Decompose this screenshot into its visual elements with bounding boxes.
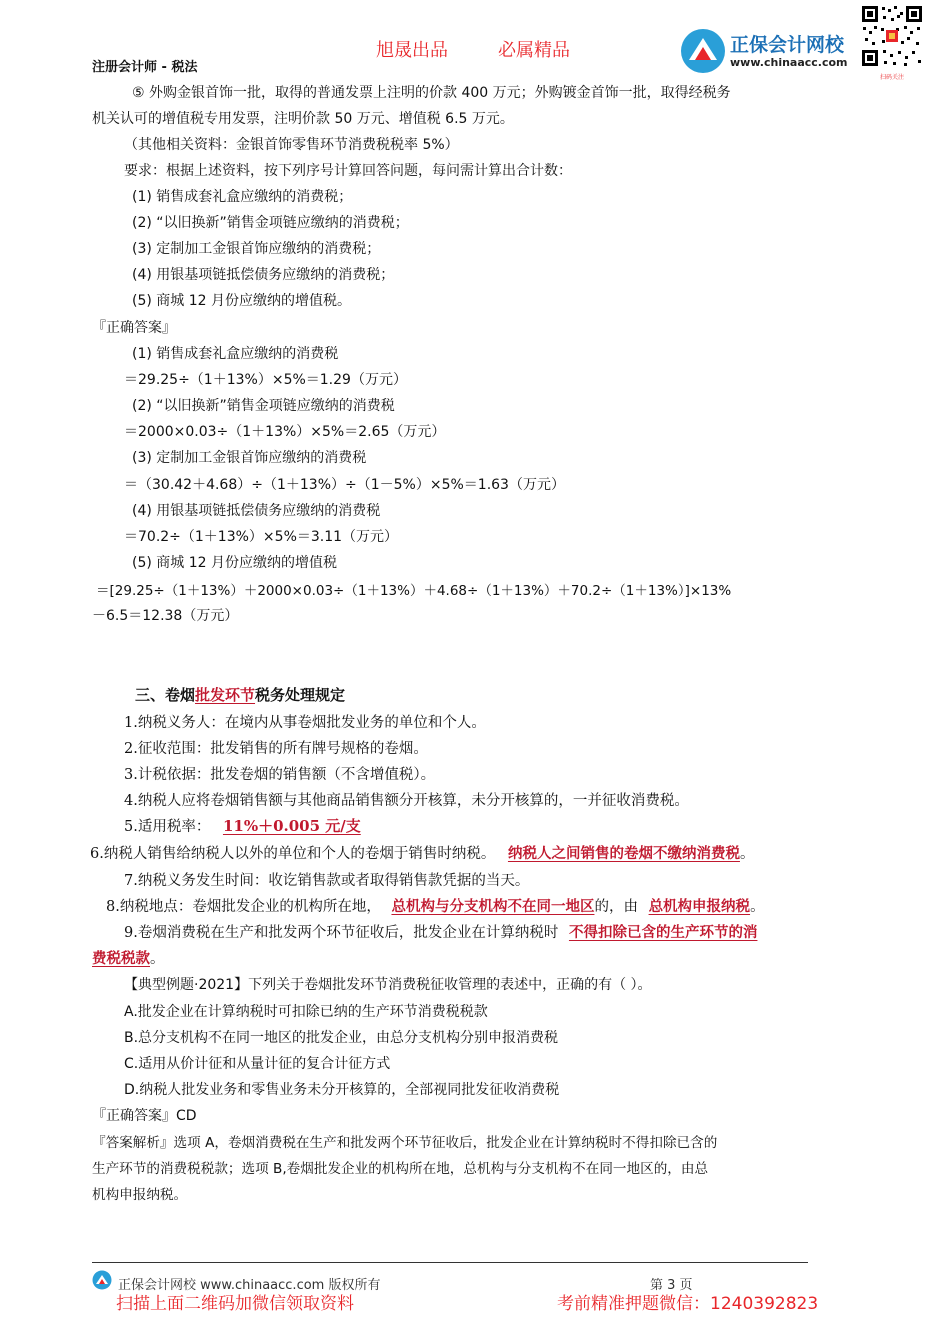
rule-item: 3.计税依据：批发卷烟的销售额（不含增值税）。	[124, 767, 436, 783]
answer-formula: ＝2000×0.03÷（1＋13%）×5%＝2.65（万元）	[124, 424, 446, 440]
example-stem: 【典型例题·2021】下列关于卷烟批发环节消费税征收管理的表述中，正确的有（ ）。	[124, 977, 652, 993]
page-number: 第 3 页	[650, 1278, 693, 1293]
rule-item	[124, 815, 361, 836]
footer-logo	[92, 1270, 112, 1294]
rule-item	[90, 842, 754, 863]
logo-icon	[680, 28, 726, 74]
answer-item: (3) 定制加工金银首饰应缴纳的消费税	[132, 450, 367, 466]
example-analysis: 机构申报纳税。	[92, 1187, 188, 1203]
answer-formula: ＝[29.25÷（1＋13%）＋2000×0.03÷（1＋13%）＋4.68÷（1＋13%）＋70.2÷（1＋13%）]×13%	[96, 583, 732, 599]
rule-highlight: 纳税人之间销售的卷烟不缴纳消费税	[507, 845, 740, 862]
problem-line: 要求：根据上述资料，按下列序号计算回答问题，每问需计算出合计数：	[124, 163, 572, 179]
question-item: (2) “以旧换新”销售金项链应缴纳的消费税；	[132, 215, 409, 231]
qr-code	[860, 4, 924, 86]
rule-item	[106, 895, 765, 916]
answer-formula: ＝29.25÷（1＋13%）×5%＝1.29（万元）	[124, 372, 407, 388]
rule-text: 8.纳税地点：卷烟批发企业的机构所在地，	[106, 899, 381, 915]
logo	[680, 28, 860, 74]
rule-item: 1.纳税义务人：在境内从事卷烟批发业务的单位和个人。	[124, 715, 486, 731]
qr-code-icon	[860, 4, 924, 68]
tax-rate-highlight: 11%＋0.005 元/支	[222, 817, 361, 835]
rule-highlight: 总机构与分支机构不在同一地区	[391, 898, 595, 915]
section-title-suffix: 税务处理规定	[255, 686, 346, 704]
question-item: (1) 销售成套礼盒应缴纳的消费税；	[132, 189, 353, 205]
rule-text: 的，由	[594, 899, 638, 915]
question-item: (3) 定制加工金银首饰应缴纳的消费税；	[132, 241, 381, 257]
problem-line: （其他相关资料：金银首饰零售环节消费税税率 5%）	[124, 137, 459, 153]
question-item: (4) 用银基项链抵偿债务应缴纳的消费税；	[132, 267, 395, 283]
answer-formula: ＝70.2÷（1＋13%）×5%＝3.11（万元）	[124, 529, 399, 545]
rule-text: 。	[150, 951, 165, 967]
rule-text: 5.适用税率：	[124, 819, 211, 835]
example-analysis: 生产环节的消费税税款；选项 B,卷烟批发企业的机构所在地，总机构与分支机构不在同一地区的，由总	[92, 1161, 709, 1177]
problem-line: ⑤ 外购金银首饰一批，取得的普通发票上注明的价款 400 万元；外购镀金首饰一批，取得经税务	[132, 85, 731, 101]
rule-item: 2.征收范围：批发销售的所有牌号规格的卷烟。	[124, 741, 428, 757]
rule-highlight: 不得扣除已含的生产环节的消	[568, 924, 758, 941]
answer-item: (2) “以旧换新”销售金项链应缴纳的消费税	[132, 398, 395, 414]
answer-formula: －6.5＝12.38（万元）	[92, 608, 239, 624]
logo-url: www.chinaacc.com	[730, 56, 848, 69]
section-title-highlight: 批发环节	[195, 686, 256, 704]
answer-formula: ＝（30.42＋4.68）÷（1＋13%）÷（1－5%）×5%＝1.63（万元）	[124, 477, 565, 493]
example-analysis: 『答案解析』选项 A，卷烟消费税在生产和批发两个环节征收后，批发企业在计算纳税时不得扣除已含的	[92, 1135, 718, 1151]
rule-item: 4.纳税人应将卷烟销售额与其他商品销售额分开核算，未分开核算的，一并征收消费税。	[124, 793, 689, 809]
answer-item: (4) 用银基项链抵偿债务应缴纳的消费税	[132, 503, 381, 519]
rule-highlight: 费税税款	[92, 950, 150, 967]
brand-left: 旭晟出品	[376, 40, 448, 61]
rule-highlight: 总机构申报纳税	[648, 898, 751, 915]
question-item: (5) 商城 12 月份应缴纳的增值税。	[132, 293, 351, 309]
example-answer: 『正确答案』CD	[92, 1108, 197, 1124]
answer-item: (5) 商城 12 月份应缴纳的增值税	[132, 555, 337, 571]
brand-right: 必属精品	[498, 40, 570, 61]
answer-label: 『正确答案』	[92, 320, 176, 336]
rule-item: 7.纳税义务发生时间：收讫销售款或者取得销售款凭据的当天。	[124, 873, 530, 889]
rule-text: 9.卷烟消费税在生产和批发两个环节征收后，批发企业在计算纳税时	[124, 925, 559, 941]
option-d: D.纳税人批发业务和零售业务未分开核算的，全部视同批发征收消费税	[124, 1082, 560, 1098]
rule-text: 。	[739, 846, 755, 862]
qr-caption: 扫码关注	[879, 74, 904, 81]
rule-text: 6.纳税人销售给纳税人以外的单位和个人的卷烟于销售时纳税。	[90, 846, 496, 862]
subject-title: 注册会计师 - 税法	[92, 60, 198, 75]
footer-copyright: 正保会计网校 www.chinaacc.com 版权所有	[118, 1278, 381, 1293]
promo-left: 扫描上面二维码加微信领取资料	[116, 1294, 354, 1314]
rule-item	[124, 921, 757, 942]
option-c: C.适用从价计征和从量计征的复合计征方式	[124, 1056, 391, 1072]
footer-logo-icon	[92, 1270, 112, 1290]
footer-divider	[92, 1262, 808, 1263]
promo-right: 考前精准押题微信：1240392823	[557, 1294, 819, 1314]
section-title	[135, 684, 345, 705]
logo-name: 正保会计网校	[730, 34, 845, 56]
option-a: A.批发企业在计算纳税时可扣除已纳的生产环节消费税税款	[124, 1004, 488, 1020]
option-b: B.总分支机构不在同一地区的批发企业，由总分支机构分别申报消费税	[124, 1030, 559, 1046]
answer-item: (1) 销售成套礼盒应缴纳的消费税	[132, 346, 339, 362]
rule-text: 。	[750, 899, 765, 915]
problem-line: 机关认可的增值税专用发票，注明价款 50 万元、增值税 6.5 万元。	[92, 111, 514, 127]
rule-item-cont	[92, 947, 165, 968]
section-title-prefix: 三、卷烟	[135, 686, 196, 704]
